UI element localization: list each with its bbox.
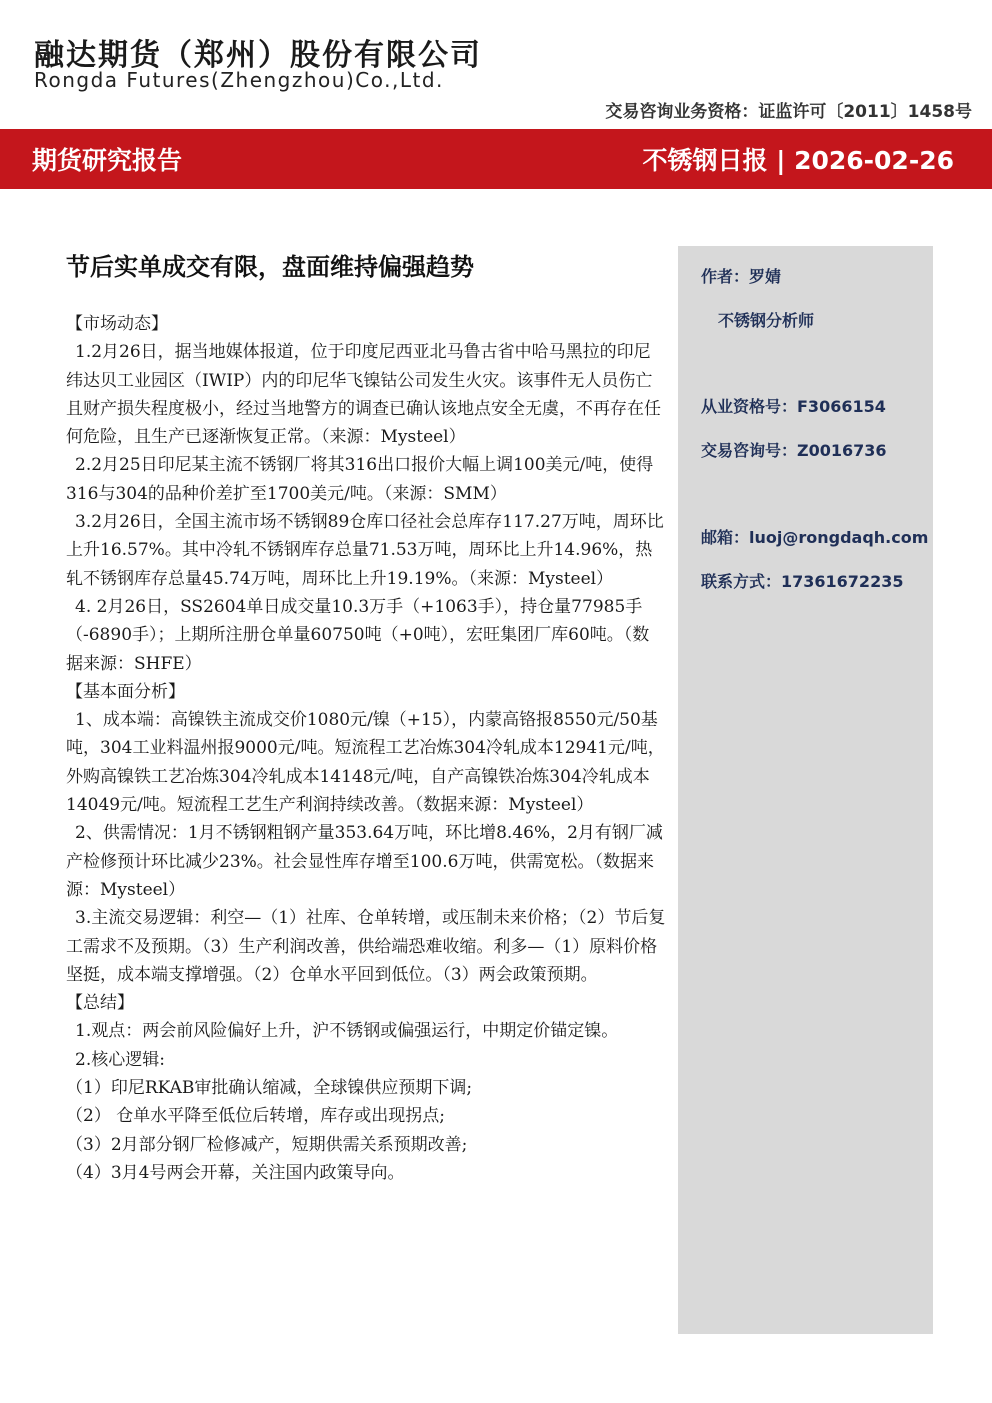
section-heading-fundamentals: 【基本面分析】 [66,681,185,702]
summary-paragraph-1: 1.观点：两会前风险偏好上升，沪不锈钢或偏强运行，中期定价锚定镍。 [75,1021,619,1042]
market-paragraph-4: 4. 2月26日，SS2604单日成交量10.3万手（+1063手），持仓量77985手（-6890手）；上期所注册仓单量60750吨（+0吨），宏旺集团厂库60吨。（数据来源：SHFE） [66,596,650,674]
summary-item-1: （1）印尼RKAB审批确认缩减，全球镍供应预期下调; [66,1078,473,1099]
summary-item-3: （3）2月部分钢厂检修减产，短期供需关系预期改善; [66,1134,468,1155]
fundamentals-paragraph-2: 2、供需情况：1月不锈钢粗钢产量353.64万吨，环比增8.46%，2月有钢厂减产检修预计环比减少23%。社会显性库存增至100.6万吨，供需宽松。（数据来源：Mysteel） [66,823,663,900]
market-paragraph-2: 2.2月25日印尼某主流不锈钢厂将其316出口报价大幅上调100美元/吨，使得316与304的品种价差扩至1700美元/吨。（来源：SMM） [66,455,654,504]
section-heading-summary: 【总结】 [66,993,134,1014]
summary-item-4: （4）3月4号两会开幕，关注国内政策导向。 [66,1162,405,1183]
market-paragraph-3: 3.2月26日，全国主流市场不锈钢89仓库口径社会总库存117.27万吨，周环比上升16.57%。其中冷轧不锈钢库存总量71.53万吨，周环比上升14.96%，热轧不锈钢库存总量45.74万吨，周环比上升19.19%。（来源：Mysteel） [66,512,664,589]
author-sidebar [678,246,933,1334]
article-body [66,310,666,1187]
author-email[interactable]: 邮箱：luoj@rongdaqh.com [701,528,929,547]
author-phone: 联系方式：17361672235 [701,572,904,591]
company-name-cn: 融达期货（郑州）股份有限公司 [34,38,482,73]
fundamentals-paragraph-1: 1、成本端：高镍铁主流成交价1080元/镍（+15），内蒙高铬报8550元/50基吨，304工业料温州报9000元/吨。短流程工艺冶炼304冷轧成本12941元/吨，外购高镍铁工艺冶炼304冷轧成本14148元/吨，自产高镍铁冶炼304冷轧成本14049元/吨。短流程工艺生产利润持续改善。（数据来源：Mysteel） [66,710,665,816]
market-paragraph-1: 1.2月26日，据当地媒体报道，位于印度尼西亚北马鲁古省中哈马黑拉的印尼纬达贝工业园区（IWIP）内的印尼华飞镍钴公司发生火灾。该事件无人员伤亡且财产损失程度极小，经过当地警方的调查已确认该地点安全无虞，不再存在任何危险，且生产已逐渐恢复正常。（来源：Mysteel） [66,342,661,448]
report-title-date: 不锈钢日报 | 2026-02-26 [642,146,954,175]
company-name-en: Rongda Futures(Zhengzhou)Co.,Ltd. [34,68,444,92]
author-name: 作者：罗婧 [701,267,782,286]
author-role: 不锈钢分析师 [718,311,815,330]
summary-item-2: （2） 仓单水平降至低位后转增，库存或出现拐点; [66,1106,445,1127]
qualification-number: 从业资格号：F3066154 [701,397,886,416]
consult-number: 交易咨询号：Z0016736 [701,441,887,460]
fundamentals-paragraph-3: 3.主流交易逻辑：利空—（1）社库、仓单转增，或压制未来价格；（2）节后复工需求不及预期。（3）生产利润改善，供给端恐难收缩。利多—（1）原料价格坚挺，成本端支撑增强。（2）仓单水平回到低位。（3）两会政策预期。 [66,908,666,985]
section-heading-market: 【市场动态】 [66,314,168,334]
report-type: 期货研究报告 [32,146,183,175]
article-title: 节后实单成交有限，盘面维持偏强趋势 [66,253,474,281]
license-info: 交易咨询业务资格：证监许可〔2011〕1458号 [605,102,972,122]
summary-paragraph-2: 2.核心逻辑: [75,1049,165,1070]
report-banner [0,129,992,189]
